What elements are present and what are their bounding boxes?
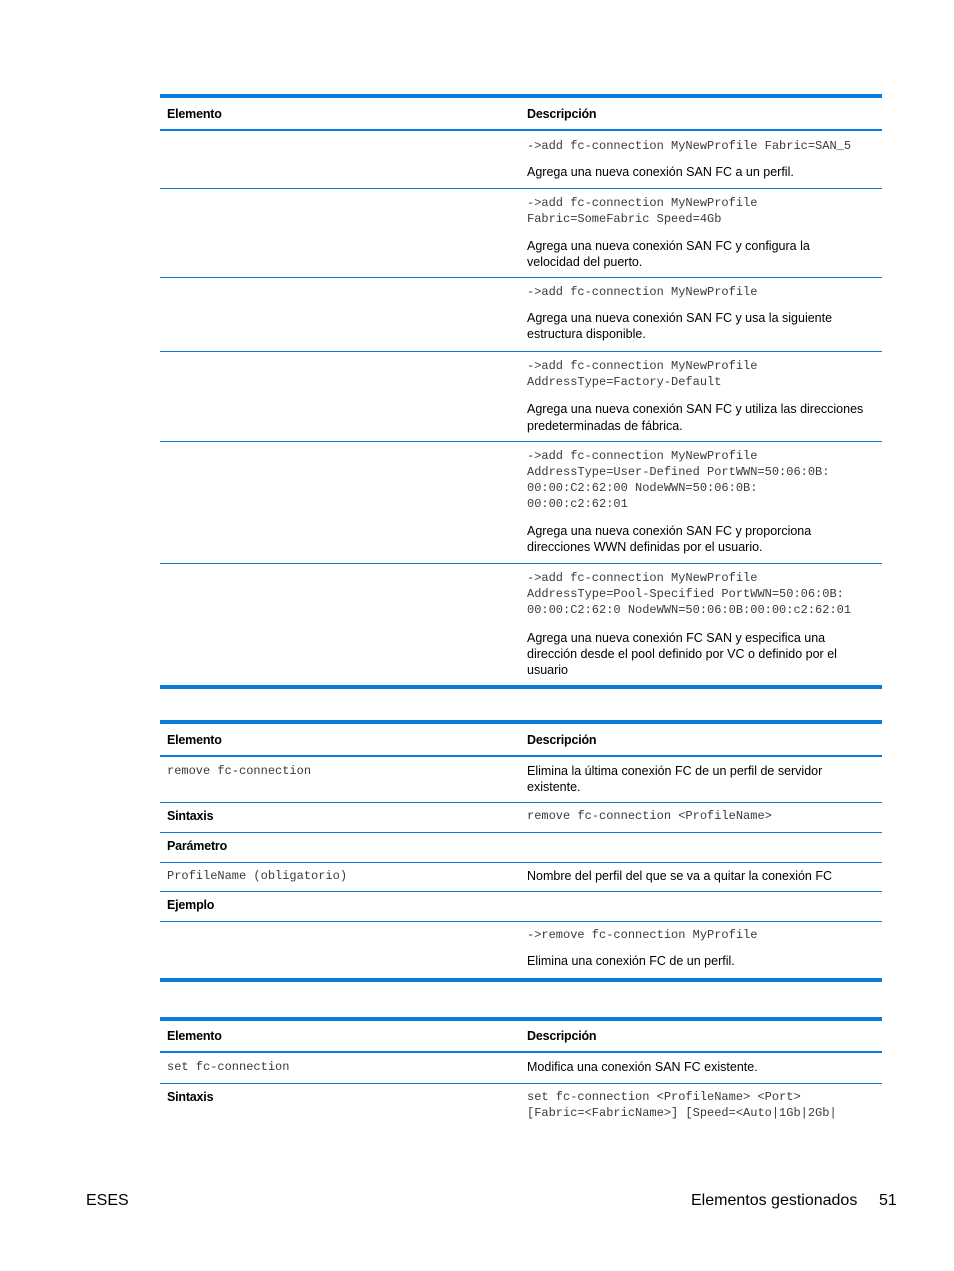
command-description: Elimina la última conexión FC de un perfil de servidor existente. (527, 764, 823, 794)
command-description: Modifica una conexión SAN FC existente. (527, 1060, 758, 1074)
table-header (160, 724, 882, 757)
table-row (160, 863, 882, 892)
example-code: ->add fc-connection MyNewProfile Fabric=SAN_5 (527, 139, 852, 153)
example-code: ->add fc-connection MyNewProfile Fabric=SomeFabric Speed=4Gb (527, 196, 758, 226)
table-row (160, 892, 882, 922)
example-description: Agrega una nueva conexión SAN FC y proporciona direcciones WWN definidas por el usuario. (527, 524, 812, 554)
example-description: Agrega una nueva conexión SAN FC y configura la velocidad del puerto. (527, 239, 810, 269)
header-element: Elemento (167, 106, 222, 121)
syntax-label: Sintaxis (167, 809, 214, 823)
table-row (160, 278, 882, 352)
example-description: Agrega una nueva conexión FC SAN y especifica una dirección desde el pool definido por VC o definido por el usuario (527, 631, 837, 677)
example-description: Agrega una nueva conexión SAN FC y usa la siguiente estructura disponible. (527, 311, 833, 341)
example-code: ->add fc-connection MyNewProfile AddressType=Factory-Default (527, 359, 758, 389)
table-row (160, 1053, 882, 1084)
example-label: Ejemplo (167, 898, 215, 912)
table-row (160, 352, 882, 442)
table-row (160, 131, 882, 189)
command-name: set fc-connection (167, 1060, 290, 1074)
syntax-label: Sintaxis (167, 1090, 214, 1104)
table-row (160, 189, 882, 278)
table-row (160, 922, 882, 978)
example-code: ->add fc-connection MyNewProfile (527, 285, 758, 299)
header-element: Elemento (167, 732, 222, 747)
footer-locale: ESES (86, 1192, 129, 1209)
table-row (160, 1084, 882, 1126)
syntax-code: remove fc-connection <ProfileName> (527, 809, 772, 823)
table-header (160, 98, 882, 131)
example-code: ->add fc-connection MyNewProfile AddressType=Pool-Specified PortWWN=50:06:0B: 00:00:C2:62:0 NodeWWN=50:06:0B:00:00:c2:62:01 (527, 571, 852, 617)
example-code: ->add fc-connection MyNewProfile AddressType=User-Defined PortWWN=50:06:0B: 00:00:C2:62:00 NodeWWN=50:06:0B: 00:00:c2:62:01 (527, 449, 830, 511)
table-row (160, 757, 882, 803)
example-description: Elimina una conexión FC de un perfil. (527, 954, 735, 968)
table-row (160, 564, 882, 685)
set-fc-connection-table (160, 1017, 882, 1126)
header-description: Descripción (527, 1029, 597, 1043)
command-name: remove fc-connection (167, 764, 312, 778)
header-element: Elemento (167, 1029, 222, 1043)
header-description: Descripción (527, 732, 597, 747)
example-description: Agrega una nueva conexión SAN FC y utiliza las direcciones predeterminadas de fábrica. (527, 402, 864, 433)
parameter-name: ProfileName (obligatorio) (167, 869, 348, 883)
page-number: 51 (879, 1192, 897, 1209)
header-description: Descripción (527, 106, 597, 121)
table-row (160, 833, 882, 863)
remove-fc-connection-table (160, 720, 882, 982)
syntax-code: set fc-connection <ProfileName> <Port> [Fabric=<FabricName>] [Speed=<Auto|1Gb|2Gb| (527, 1090, 837, 1120)
example-description: Agrega una nueva conexión SAN FC a un perfil. (527, 165, 794, 179)
table-row (160, 803, 882, 833)
table-header (160, 1021, 882, 1053)
parameter-description: Nombre del perfil del que se va a quitar la conexión FC (527, 869, 833, 883)
parameter-label: Parámetro (167, 839, 228, 853)
table-row (160, 442, 882, 564)
example-code: ->remove fc-connection MyProfile (527, 928, 758, 942)
example-table (160, 94, 882, 689)
footer-section-title: Elementos gestionados (691, 1192, 858, 1209)
